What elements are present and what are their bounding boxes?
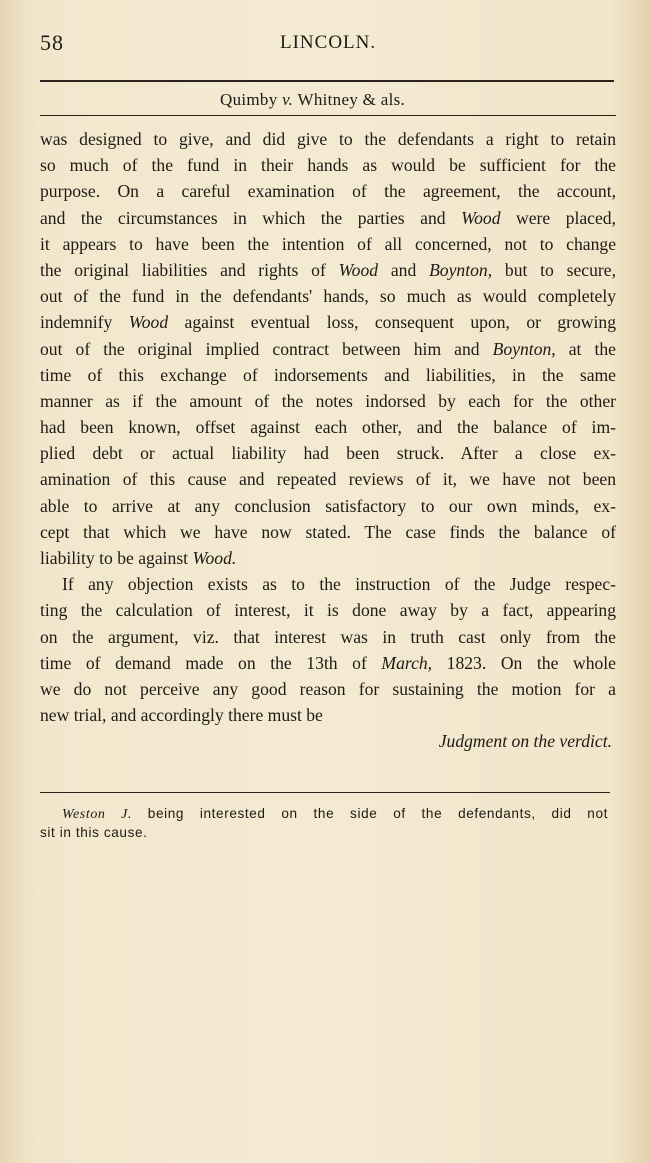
footnote-line: Weston J. being interested on the side of the defendants, did not bbox=[62, 806, 608, 822]
defendant-name: Whitney & als. bbox=[297, 90, 406, 109]
versus-abbrev: v. bbox=[282, 90, 294, 109]
header-rule bbox=[40, 80, 614, 82]
text-line: new trial, and accordingly there must be bbox=[40, 705, 323, 726]
italic-name: Wood. bbox=[192, 548, 237, 568]
text-line: indemnify Wood against eventual loss, consequent upon, or growing bbox=[40, 312, 616, 333]
text-line: so much of the fund in their hands as would be sufficient for the bbox=[40, 155, 616, 176]
text-line: time of this exchange of indorsements and liabilities, in the same bbox=[40, 364, 616, 385]
text-line: amination of this cause and repeated reviews of it, we have not been bbox=[40, 469, 616, 490]
text-line: time of demand made on the 13th of March, 1823. On the whole bbox=[40, 652, 616, 673]
text-line: If any objection exists as to the instruction of the Judge respec- bbox=[62, 574, 616, 595]
running-title: LINCOLN. bbox=[280, 32, 377, 53]
text-line: it appears to have been the intention of all concerned, not to change bbox=[40, 233, 616, 254]
text-line: manner as if the amount of the notes indorsed by each for the other bbox=[40, 390, 616, 411]
italic-name: Boynton, bbox=[429, 259, 493, 280]
italic-name: Boynton, bbox=[492, 338, 556, 359]
judgment-line: Judgment on the verdict. bbox=[438, 731, 612, 752]
opinion-text bbox=[40, 126, 616, 755]
text-line: out of the fund in the defendants' hands, so much as would completely bbox=[40, 286, 616, 307]
italic-name: Wood bbox=[461, 207, 501, 228]
text-line: the original liabilities and rights of Wood and Boynton, but to secure, bbox=[40, 259, 616, 280]
italic-date: March, bbox=[381, 652, 433, 673]
italic-name: Wood bbox=[338, 259, 379, 280]
text-line: had been known, offset against each other, and the balance of im- bbox=[40, 417, 616, 438]
text-line: liability to be against Wood. bbox=[40, 548, 237, 568]
text-line: out of the original implied contract between him and Boynton, at the bbox=[40, 338, 616, 359]
text-line: we do not perceive any good reason for sustaining the motion for a bbox=[40, 678, 616, 699]
text-line: cept that which we have now stated. The case finds the balance of bbox=[40, 521, 616, 542]
text-line: able to arrive at any conclusion satisfactory to our own minds, ex- bbox=[40, 495, 616, 516]
case-caption bbox=[220, 90, 405, 110]
italic-name: Wood bbox=[128, 312, 169, 333]
text-line: on the argument, viz. that interest was in truth cast only from the bbox=[40, 626, 616, 647]
plaintiff-name: Quimby bbox=[220, 90, 278, 109]
text-line: plied debt or actual liability had been struck. After a close ex- bbox=[40, 443, 616, 464]
footnote-line: sit in this cause. bbox=[40, 825, 148, 840]
text-line: and the circumstances in which the parties and Wood were placed, bbox=[40, 207, 616, 228]
footnote bbox=[40, 805, 608, 842]
footnote-rule bbox=[40, 792, 610, 793]
judge-name: Weston J. bbox=[62, 807, 132, 822]
running-head bbox=[40, 28, 615, 58]
text-line: was designed to give, and did give to the defendants a right to retain bbox=[40, 129, 616, 149]
text-line: purpose. On a careful examination of the agreement, the account, bbox=[40, 181, 616, 202]
caption-rule bbox=[40, 115, 616, 116]
text-line: ting the calculation of interest, it is done away by a fact, appearing bbox=[40, 600, 616, 621]
page-number: 58 bbox=[40, 30, 64, 55]
